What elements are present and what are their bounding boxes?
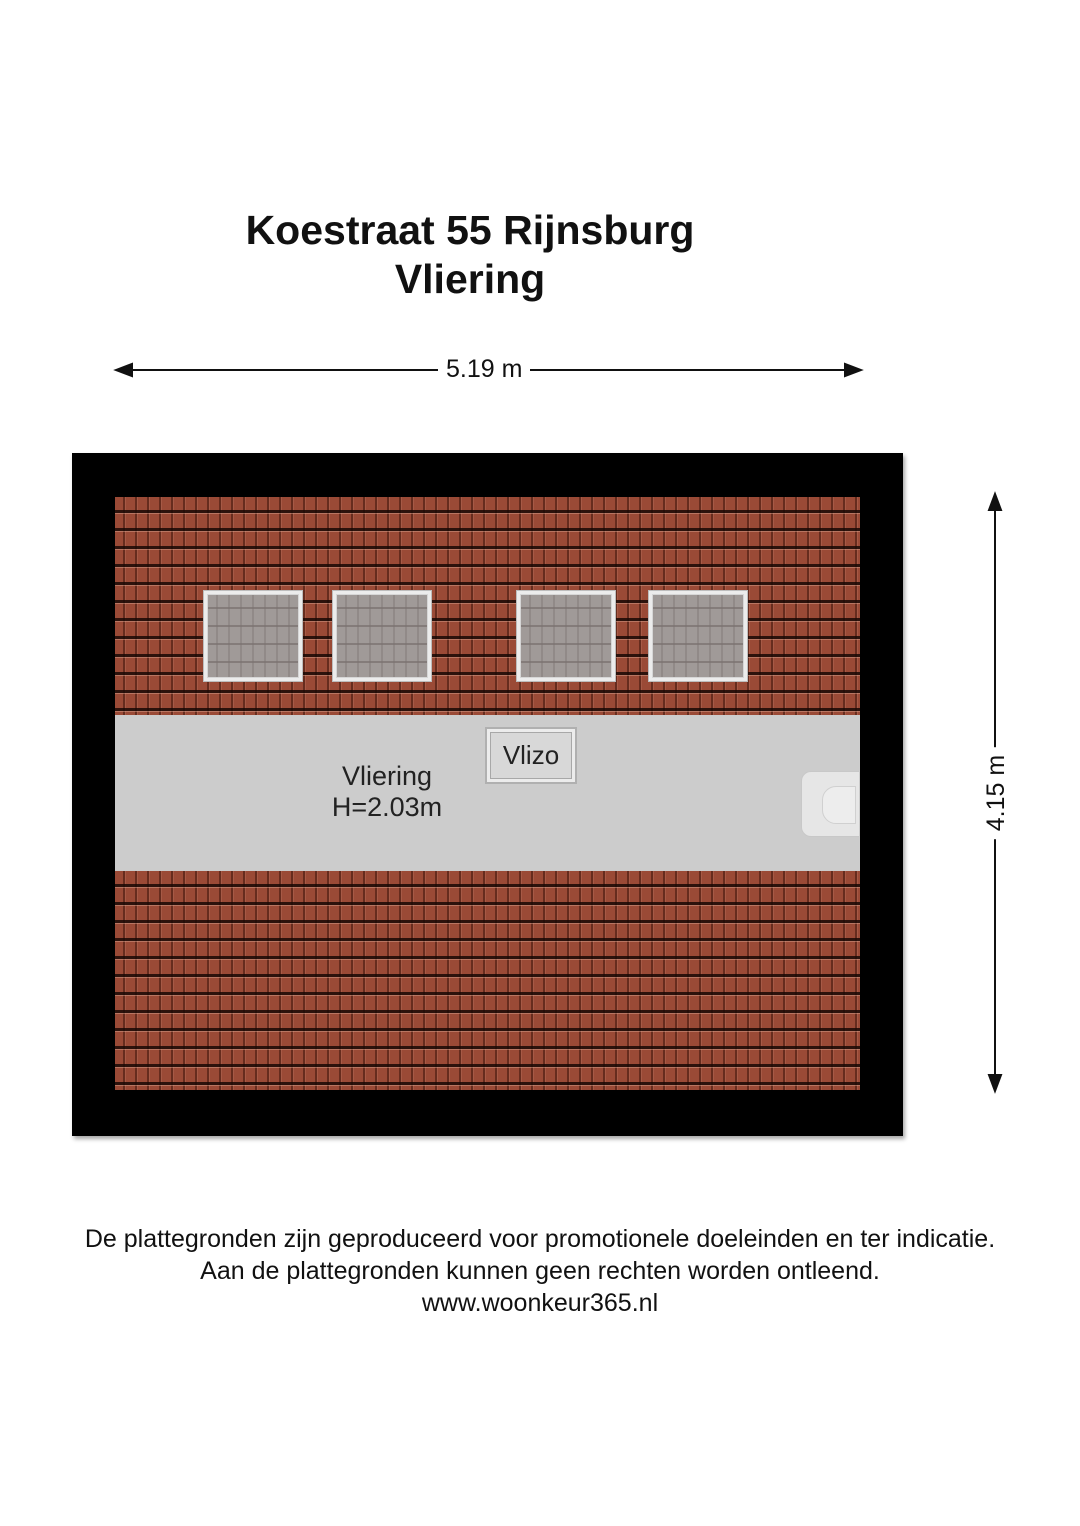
floor-name: Vliering bbox=[394, 256, 546, 302]
fixture-detail bbox=[822, 786, 856, 824]
skylight-window bbox=[649, 591, 747, 681]
height-dimension-label: 4.15 m bbox=[981, 747, 1011, 839]
roof-slope-bottom bbox=[115, 871, 860, 1090]
room-height: H=2.03m bbox=[331, 792, 443, 822]
disclaimer-line-2: Aan de plattegronden kunnen geen rechten worden ontleend. bbox=[200, 1257, 880, 1285]
website-url: www.woonkeur365.nl bbox=[421, 1289, 659, 1317]
arrow-up-icon bbox=[989, 494, 1001, 510]
disclaimer-line-1: De plattegronden zijn geproduceerd voor promotionele doeleinden en ter indicatie. bbox=[84, 1225, 996, 1253]
attic-hatch bbox=[485, 727, 577, 784]
wall-fixture-icon bbox=[801, 771, 859, 837]
floor-plan bbox=[72, 453, 903, 1136]
room-label bbox=[292, 761, 482, 823]
floorplan-title: Koestraat 55 Rijnsburg bbox=[245, 207, 695, 253]
skylight-window bbox=[204, 591, 302, 681]
arrow-down-icon bbox=[989, 1075, 1001, 1091]
skylight-window bbox=[517, 591, 615, 681]
arrow-left-icon bbox=[116, 364, 132, 376]
width-dimension-label: 5.19 m bbox=[438, 354, 530, 384]
arrow-right-icon bbox=[845, 364, 861, 376]
room-name: Vliering bbox=[341, 761, 433, 791]
skylight-window bbox=[333, 591, 431, 681]
attic-hatch-label: Vlizo bbox=[502, 740, 560, 770]
